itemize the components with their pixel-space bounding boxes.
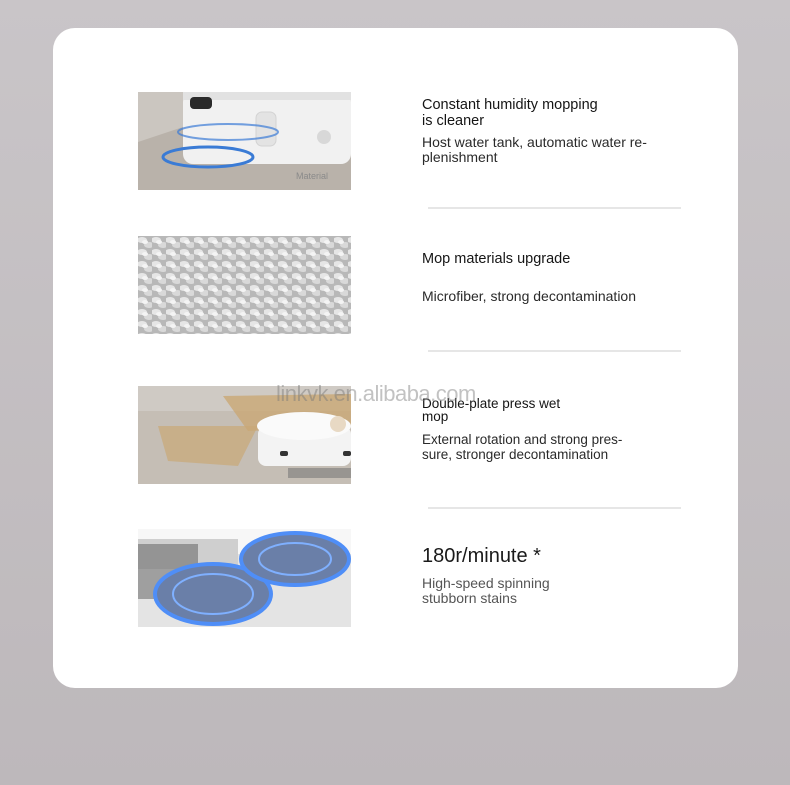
- feature-text-1: [422, 97, 692, 165]
- divider: [428, 350, 681, 352]
- speed-title: 180r/minute *: [422, 545, 541, 567]
- microfiber-image: [138, 236, 351, 334]
- divider: [428, 207, 681, 209]
- feature-description: High-speed spinning stubborn stains: [422, 575, 550, 606]
- feature-title: Constant humidity mopping is cleaner: [422, 97, 598, 129]
- image-label: Material: [296, 171, 329, 181]
- feature-card: [53, 28, 738, 688]
- feature-text-2: [422, 251, 692, 304]
- feature-description: Microfiber, strong decontamination: [422, 288, 636, 304]
- watermark: linkvk.en.alibaba.com: [276, 381, 476, 406]
- feature-description: Host water tank, automatic water re- plenishment: [422, 134, 647, 165]
- feature-description: External rotation and strong pres- sure, stronger decontamination: [422, 432, 623, 462]
- spinning-mop-image: [138, 529, 351, 627]
- robot-mopping-image: [138, 92, 351, 190]
- divider: [428, 507, 681, 509]
- feature-text-4: [422, 545, 692, 606]
- feature-title: Mop materials upgrade: [422, 251, 571, 267]
- feature-title: Double-plate press wet mop: [422, 396, 561, 424]
